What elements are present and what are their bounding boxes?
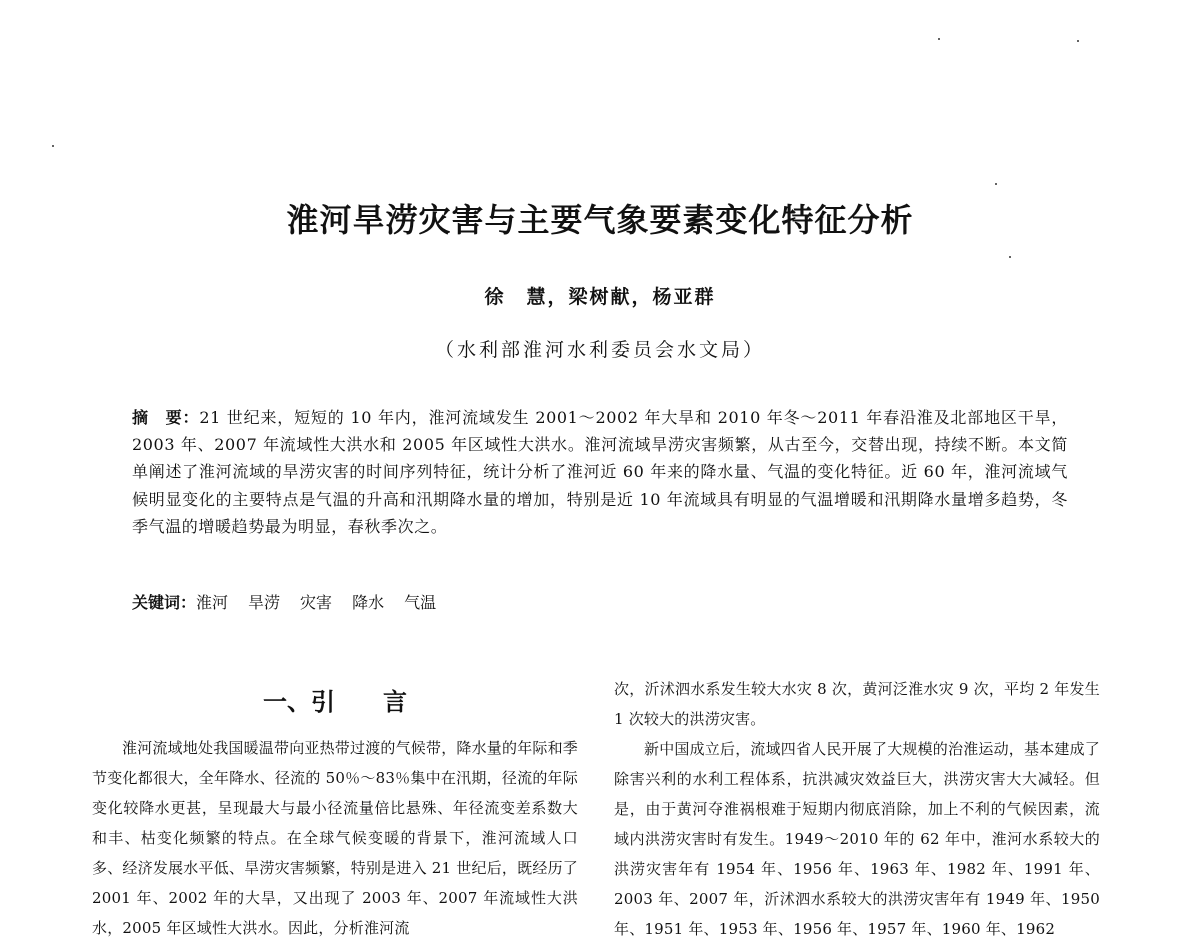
left-column xyxy=(92,733,578,942)
keyword: 旱涝 xyxy=(248,593,281,612)
keyword: 气温 xyxy=(404,593,437,612)
body-paragraph: 次，沂沭泗水系发生较大水灾 8 次，黄河泛淮水灾 9 次，平均 2 年发生 1 次较大的洪涝灾害。 xyxy=(614,680,1100,728)
paper-affiliation: （水利部淮河水利委员会水文局） xyxy=(434,339,765,361)
scan-speck xyxy=(995,183,997,185)
scan-speck xyxy=(1009,256,1011,258)
body-paragraph: 淮河流域地处我国暖温带向亚热带过渡的气候带，降水量的年际和季节变化都很大，全年降水、径流的 50％～83％集中在汛期，径流的年际变化较降水更甚，呈现最大与最小径流量倍比悬殊、年径流变差系数大和丰、枯变化频繁的特点。在全球气候变暖的背景下，淮河流域人口多、经济发展水平低、旱涝灾害频繁，特别是进入 21 世纪后，既经历了 2001 年、2002 年的大旱，又出现了 2003 年、2007 年流域性大洪水，2005 年区域性大洪水。因此，分析淮河流 xyxy=(92,739,579,937)
section-heading-introduction: 一、引 言 xyxy=(263,688,407,716)
paper-authors: 徐 慧，梁树献，杨亚群 xyxy=(484,286,716,308)
abstract-block xyxy=(132,404,1068,540)
abstract-text: 21 世纪来，短短的 10 年内，淮河流域发生 2001～2002 年大旱和 2010 年冬～2011 年春沿淮及北部地区干旱，2003 年、2007 年流域性大洪水和 2005 年区域性大洪水。淮河流域旱涝灾害频繁，从古至今，交替出现，持续不断。本文简单阐述了淮河流域的旱涝灾害的时间序列特征，统计分析了淮河近 60 年来的降水量、气温的变化特征。近 60 年，淮河流域气候明显变化的主要特点是气温的升高和汛期降水量的增加，特别是近 10 年流域具有明显的气温增暖和汛期降水量增多趋势，冬季气温的增暖趋势最为明显，春秋季次之。 xyxy=(132,408,1068,536)
body-paragraph: 新中国成立后，流域四省人民开展了大规模的治淮运动，基本建成了除害兴利的水利工程体系，抗洪减灾效益巨大，洪涝灾害大大减轻。但是，由于黄河夺淮祸根难于短期内彻底消除，加上不利的气候因素，流域内洪涝灾害时有发生。1949～2010 年的 62 年中，淮河水系较大的洪涝灾害年有 1954 年、1956 年、1963 年、1982 年、1991 年、2003 年、2007 年，沂沭泗水系较大的洪涝灾害年有 1949 年、1950 年、1951 年、1953 年、1956 年、1957 年、1960 年、1962 xyxy=(614,740,1101,938)
keywords-label: 关键词： xyxy=(132,593,197,612)
keyword: 淮河 xyxy=(196,593,229,612)
abstract-label: 摘 要： xyxy=(132,408,200,427)
paper-title: 淮河旱涝灾害与主要气象要素变化特征分析 xyxy=(286,201,914,239)
keywords-block xyxy=(132,589,1068,616)
keyword: 灾害 xyxy=(300,593,333,612)
keyword: 降水 xyxy=(352,593,385,612)
scan-speck xyxy=(1077,40,1079,42)
right-column xyxy=(614,674,1100,942)
scan-speck xyxy=(938,38,940,40)
scan-speck xyxy=(52,145,54,147)
